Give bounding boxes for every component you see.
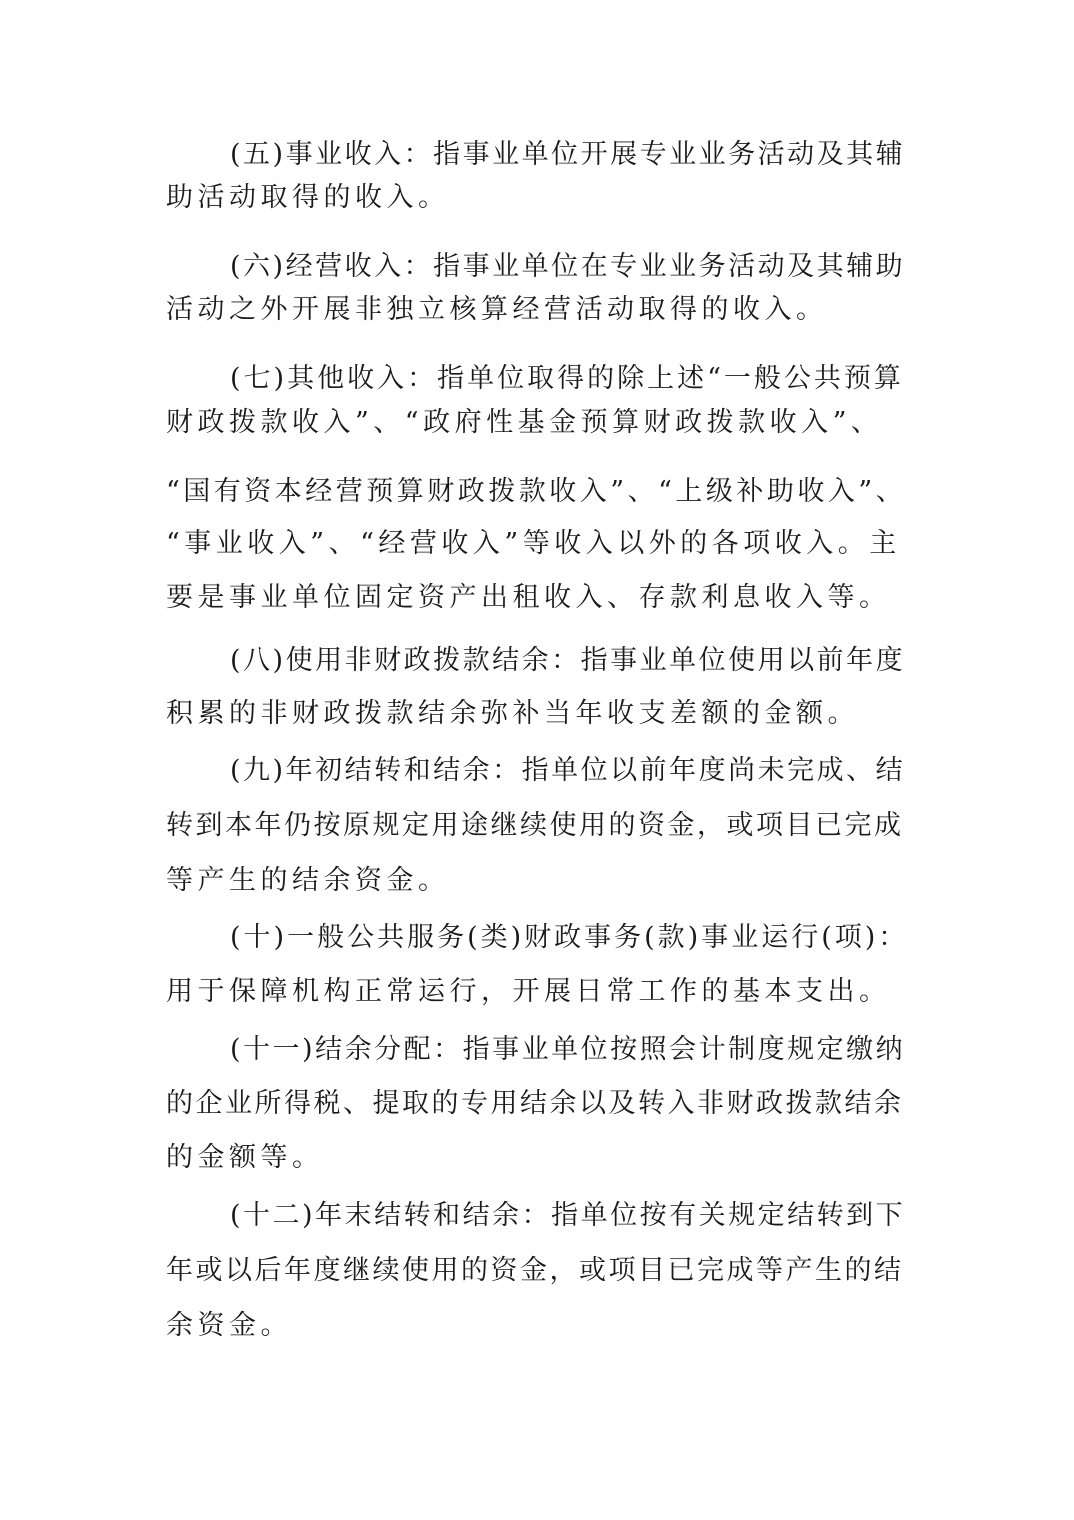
paragraph-9-line-1: (九)年初结转和结余：指单位以前年度尚未完成、结 <box>230 755 906 786</box>
paragraph-7-line-5: 要是事业单位固定资产出租收入、存款利息收入等。 <box>166 582 891 613</box>
paragraph-9-line-3: 等产生的结余资金。 <box>166 865 450 896</box>
paragraph-12-line-3: 余资金。 <box>166 1310 292 1341</box>
paragraph-12-line-1: (十二)年末结转和结余：指单位按有关规定结转到下 <box>230 1200 906 1231</box>
paragraph-5-line-2: 助活动取得的收入。 <box>166 182 450 213</box>
paragraph-11-line-3: 的金额等。 <box>166 1142 324 1173</box>
paragraph-11-line-1: (十一)结余分配：指事业单位按照会计制度规定缴纳 <box>230 1034 906 1065</box>
paragraph-11-line-2: 的企业所得税、提取的专用结余以及转入非财政拨款结余 <box>166 1088 904 1119</box>
paragraph-7-line-1: (七)其他收入：指单位取得的除上述“一般公共预算 <box>230 363 904 394</box>
paragraph-8-line-2: 积累的非财政拨款结余弥补当年收支差额的金额。 <box>166 698 859 729</box>
paragraph-7-line-3: “国有资本经营预算财政拨款收入”、“上级补助收入”、 <box>166 476 907 507</box>
paragraph-6-line-1: (六)经营收入：指事业单位在专业业务活动及其辅助 <box>230 251 906 282</box>
paragraph-8-line-1: (八)使用非财政拨款结余：指事业单位使用以前年度 <box>230 645 906 676</box>
paragraph-12-line-2: 年或以后年度继续使用的资金，或项目已完成等产生的结 <box>166 1255 904 1286</box>
paragraph-10-line-1: (十)一般公共服务(类)财政事务(款)事业运行(项)： <box>230 922 909 953</box>
paragraph-9-line-2: 转到本年仍按原规定用途继续使用的资金，或项目已完成 <box>166 810 904 841</box>
paragraph-5-line-1: (五)事业收入：指事业单位开展专业业务活动及其辅 <box>230 139 906 170</box>
paragraph-10-line-2: 用于保障机构正常运行，开展日常工作的基本支出。 <box>166 976 891 1007</box>
paragraph-7-line-4: “事业收入”、“经营收入”等收入以外的各项收入。主 <box>166 528 901 559</box>
paragraph-7-line-2: 财政拨款收入”、“政府性基金预算财政拨款收入”、 <box>166 407 883 438</box>
paragraph-6-line-2: 活动之外开展非独立核算经营活动取得的收入。 <box>166 294 828 325</box>
